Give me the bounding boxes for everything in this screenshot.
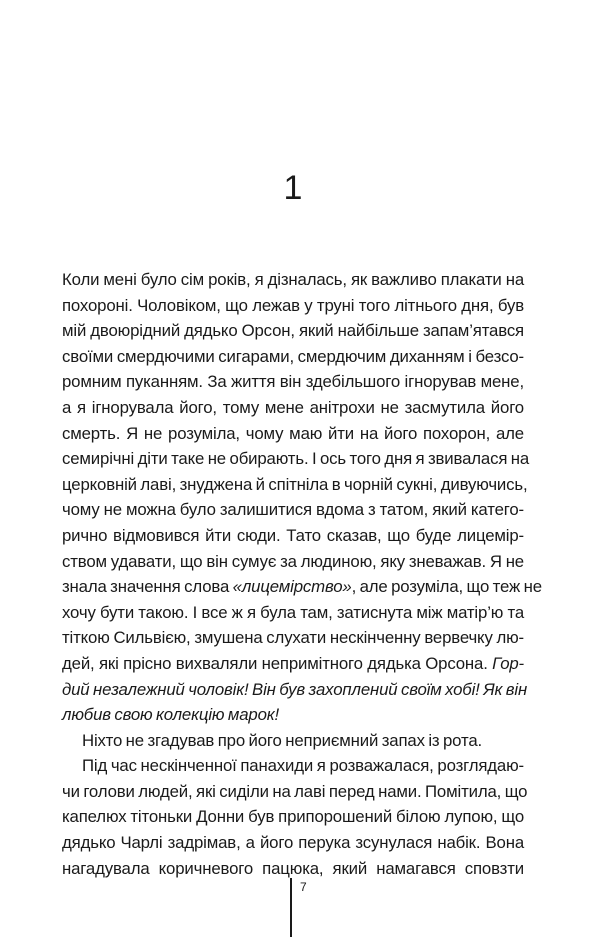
text-line: хочу бути такою. І все ж я була там, затиснута між матір’ю та: [62, 602, 524, 622]
page-body: [62, 267, 542, 881]
text-line: Під час нескінченної панахиди я розважалася, розглядаю-: [82, 756, 524, 776]
italic-text: дий незалежний чоловік! Він був захоплений своїм хобі! Як він: [62, 679, 528, 699]
text-line: смерть. Я не розуміла, чому маю йти на його похорон, але: [62, 423, 524, 443]
line-segment: дей, які прісно вихваляли непримітного дядька Орсона.: [62, 653, 493, 673]
line-segment: знала значення слова: [62, 577, 233, 597]
page-number-rule: [290, 878, 292, 937]
text-line: мій двоюрідний дядько Орсон, який найбільше запам’ятався: [62, 321, 524, 341]
chapter-number: 1: [283, 169, 303, 207]
text-line: чому не можна було залишитися вдома з татом, який катего-: [62, 500, 524, 520]
italic-text: любив свою колекцію марок!: [62, 705, 280, 725]
text-line: ством удавати, що він сумує за людиною, яку зневажав. Я не: [62, 551, 524, 571]
text-line: а я ігнорувала його, тому мене анітрохи не засмутила його: [62, 397, 524, 417]
text-line: [62, 574, 542, 600]
text-line: Коли мені було сім років, я дізналась, як важливо плакати на: [62, 270, 524, 289]
text-line: семирічні діти таке не обирають. І ось того дня я звивалася на: [62, 449, 530, 469]
text-line: ромним пуканням. За життя він здебільшого ігнорував мене,: [62, 372, 524, 392]
text-line: дядько Чарлі задрімав, а його перука зсунулася набік. Вона: [62, 833, 524, 853]
italic-text: «лицемірство»: [232, 577, 352, 597]
line-segment: , але розуміла, що теж не: [351, 577, 542, 597]
text-line: капелюх тітоньки Донни був припорошений білою лупою, що: [62, 807, 524, 827]
text-line: [62, 651, 524, 677]
text-line: Ніхто не згадував про його неприємний запах із рота.: [82, 730, 483, 750]
text-line: [62, 702, 524, 728]
text-line: своїми смердючими сигарами, смердючим диханням і безсо-: [62, 346, 524, 366]
text-line: чи голови людей, які сиділи на лаві перед нами. Помітила, що: [62, 781, 528, 801]
text-line: [62, 677, 528, 703]
text-line: похороні. Чоловіком, що лежав у труні того літнього дня, був: [62, 295, 524, 315]
text-line: тіткою Сильвією, змушена слухати нескінченну вервечку лю-: [62, 628, 524, 648]
text-line: церковній лаві, знуджена й спітніла в чорній сукні, дивуючись,: [62, 474, 528, 494]
text-line: рично відмовився йти сюди. Тато сказав, що буде лицемір-: [62, 525, 524, 545]
page-number: 7: [300, 880, 307, 894]
italic-text: Гор-: [492, 653, 524, 673]
text-line: нагадувала коричневого пацюка, який намагався сповзти: [62, 858, 524, 878]
